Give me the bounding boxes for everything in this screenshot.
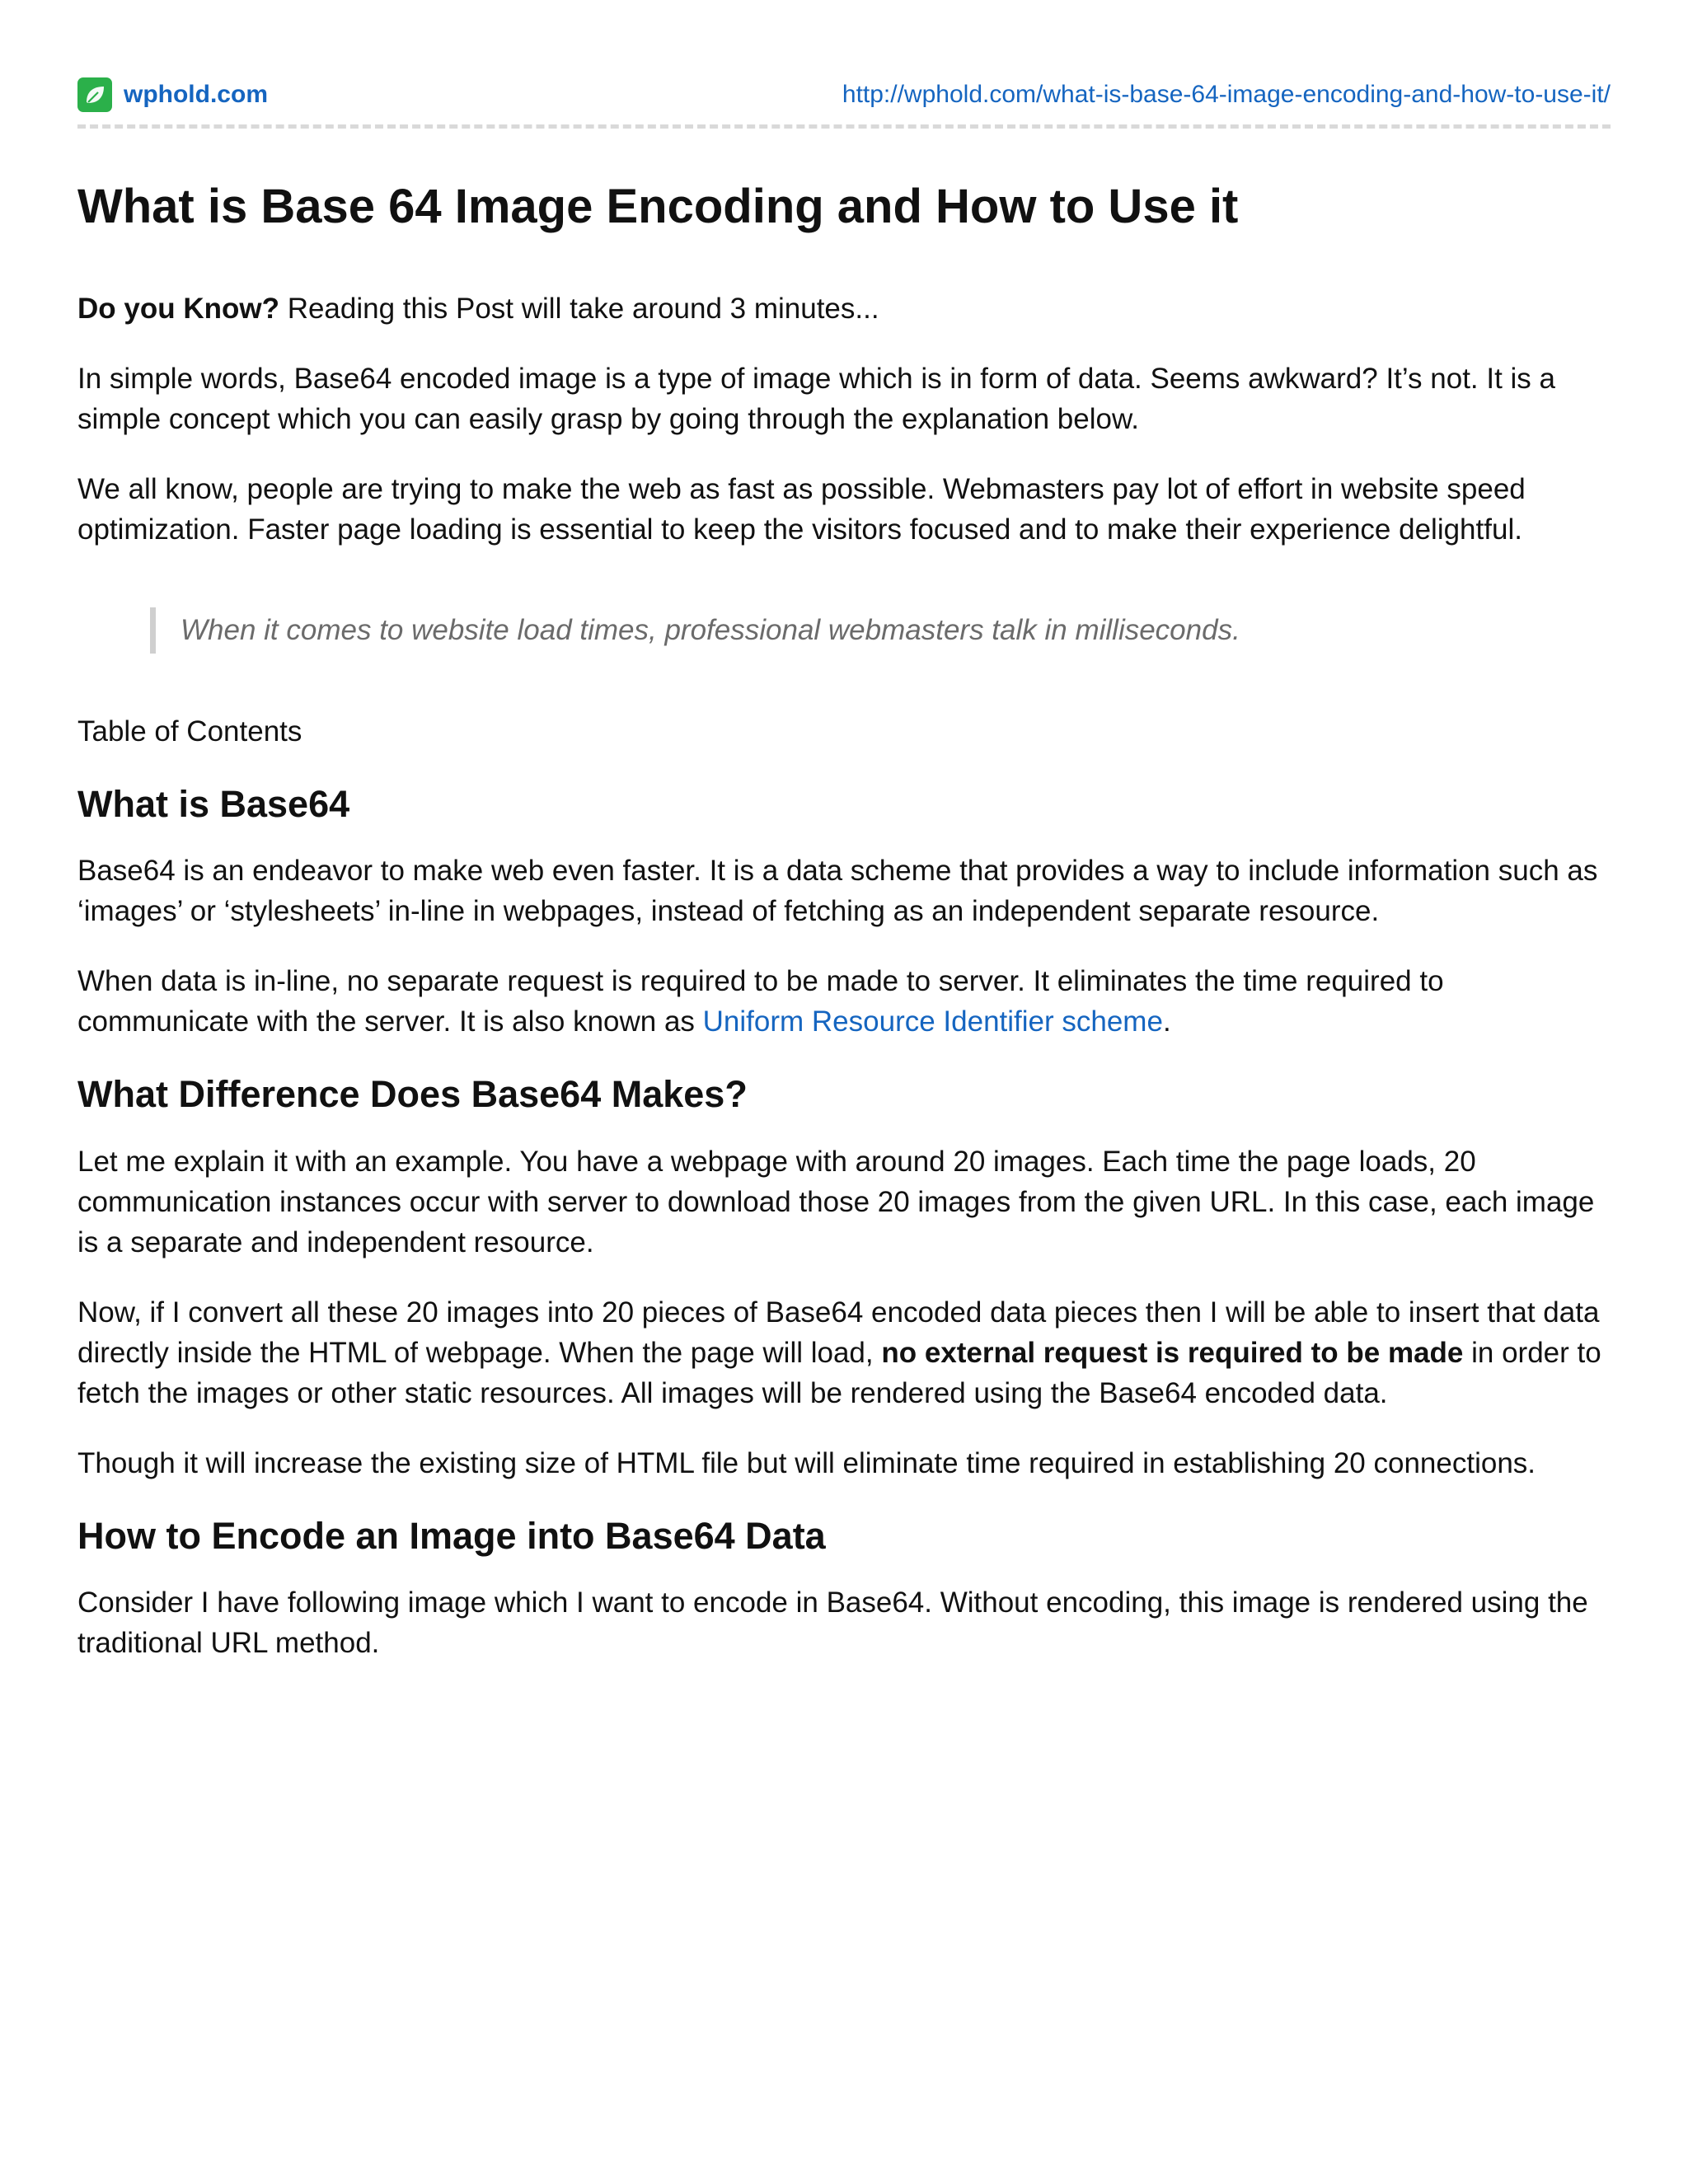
table-of-contents-toggle[interactable]: Table of Contents xyxy=(77,715,302,748)
section1-paragraph-1: Base64 is an endeavor to make web even faster. It is a data scheme that provides a way to include information such as ‘images’ or ‘stylesheets’ in-line in webpages, instead of fetching as an independent separate resource. xyxy=(77,855,1598,928)
section2-paragraph-3: Though it will increase the existing size of HTML file but will eliminate time required in establishing 20 connections. xyxy=(77,1446,1536,1479)
pull-quote: When it comes to website load times, professional webmasters talk in milliseconds. xyxy=(150,607,1611,654)
article-body xyxy=(77,288,1611,1693)
page xyxy=(77,0,1611,1659)
leaf-logo-icon xyxy=(77,77,112,112)
section2-p2-bold: no external request is required to be made xyxy=(881,1336,1464,1369)
section2-paragraph-1: Let me explain it with an example. You have a webpage with around 20 images. Each time the page loads, 20 communication instances occur with server to download those 20 images from the given URL. In this case, each image is a separate and independent resource. xyxy=(77,1145,1595,1258)
site-brand-link[interactable] xyxy=(77,77,268,112)
reading-time-text: Reading this Post will take around 3 minutes... xyxy=(279,293,879,325)
uri-scheme-link[interactable]: Uniform Resource Identifier scheme xyxy=(702,1005,1163,1038)
section-heading-difference: What Difference Does Base64 Makes? xyxy=(77,1073,748,1116)
section-heading-what-is-base64: What is Base64 xyxy=(77,783,350,825)
section1-p2-end: . xyxy=(1162,1005,1171,1038)
page-header xyxy=(77,0,1611,129)
section1-p2-text: When data is in-line, no separate request is required to be made to server. It eliminates the time required to communicate with the server. It is also known as xyxy=(77,965,1444,1038)
section2-p2-end: in order to fetch the images or other static resources. All images will be rendered using the Base64 encoded data. xyxy=(77,1336,1601,1409)
section2-p2-text: Now, if I convert all these 20 images into 20 pieces of Base64 encoded data pieces then I will be able to insert that data directly inside the HTML of webpage. When the page will load, xyxy=(77,1296,1600,1369)
section2-paragraph-2 xyxy=(77,1292,1611,1413)
site-name: wphold.com xyxy=(124,81,268,108)
section3-paragraph-1: Consider I have following image which I want to encode in Base64. Without encoding, this image is rendered using the traditional URL method. xyxy=(77,1586,1588,1659)
intro-paragraph-1: In simple words, Base64 encoded image is a type of image which is in form of data. Seems awkward? It’s not. It is a simple concept which you can easily grasp by going through the explanation below. xyxy=(77,363,1555,435)
reading-time-lead: Do you Know? xyxy=(77,293,279,325)
section-heading-how-to-encode: How to Encode an Image into Base64 Data xyxy=(77,1514,826,1557)
reading-time-note xyxy=(77,288,1611,329)
article-title: What is Base 64 Image Encoding and How to Use it xyxy=(77,180,1239,233)
source-url-link[interactable]: http://wphold.com/what-is-base-64-image-encoding-and-how-to-use-it/ xyxy=(842,81,1611,108)
intro-paragraph-2: We all know, people are trying to make the web as fast as possible. Webmasters pay lot of effort in website speed optimization. Faster page loading is essential to keep the visitors focused and to make their experience delightful. xyxy=(77,473,1526,546)
section1-paragraph-2 xyxy=(77,961,1611,1042)
